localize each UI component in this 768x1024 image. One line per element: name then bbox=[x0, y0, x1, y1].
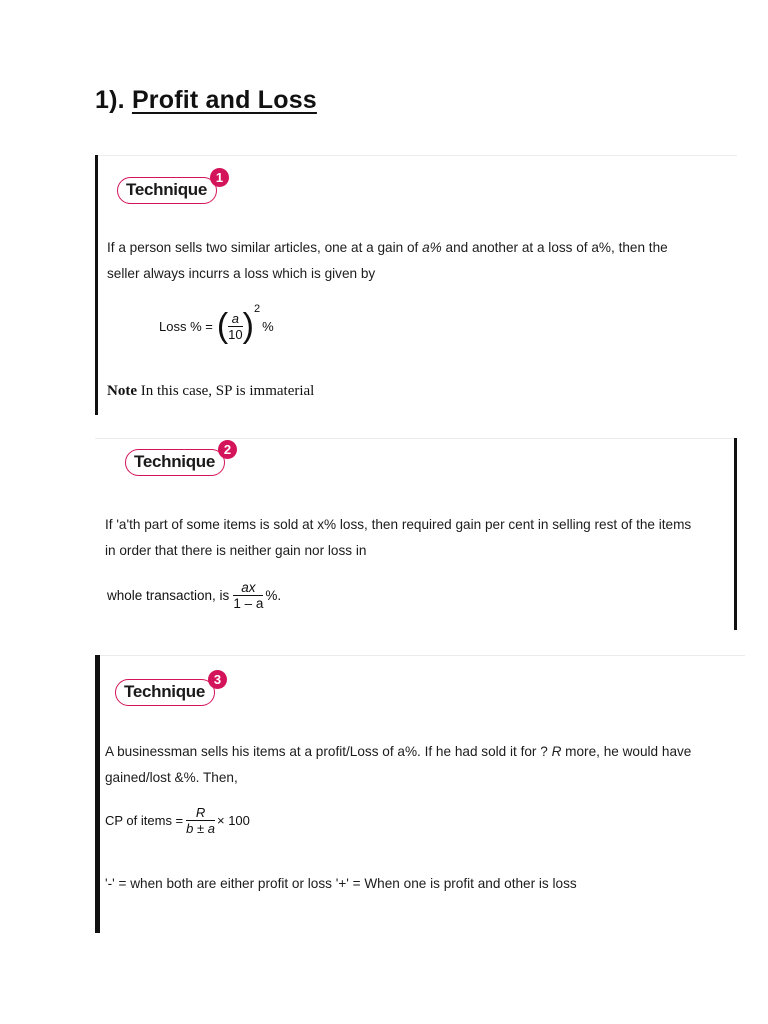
technique-number: 3 bbox=[208, 670, 227, 689]
formula bbox=[159, 303, 274, 349]
formula-right: × 100 bbox=[216, 813, 250, 828]
formula-exponent: 2 bbox=[253, 303, 261, 315]
text-line: in order that there is neither gain nor loss in bbox=[105, 543, 367, 558]
section-title: Profit and Loss bbox=[131, 86, 317, 114]
technique-card-2 bbox=[95, 438, 737, 630]
formula-unit: % bbox=[262, 318, 274, 334]
note-text: In this case, SP is immaterial bbox=[137, 383, 315, 399]
text-line: If a person sells two similar articles, one at a gain of a% and another at a loss of a%, then the bbox=[107, 240, 668, 255]
formula-fraction: $\frac{R}{b \pm a}$ bbox=[186, 805, 215, 836]
technique-label: Technique bbox=[125, 449, 225, 476]
technique-badge bbox=[125, 442, 232, 476]
text-line: seller always incurrs a loss which is given by bbox=[107, 266, 376, 281]
technique-text bbox=[105, 739, 745, 791]
section-heading bbox=[95, 86, 317, 115]
technique-number: 2 bbox=[218, 440, 237, 459]
technique-label: Technique bbox=[117, 177, 217, 204]
text-line: A businessman sells his items at a profit/Loss of a%. If he had sold it for ? R more, he would have bbox=[105, 744, 692, 759]
technique-text bbox=[105, 512, 735, 564]
formula-fraction: $\frac{a}{10}$ bbox=[228, 310, 243, 342]
open-paren: ( bbox=[216, 307, 229, 345]
card-left-bar bbox=[95, 155, 98, 415]
card-divider bbox=[95, 655, 745, 656]
formula bbox=[105, 805, 250, 836]
section-number: 1). bbox=[95, 86, 125, 114]
card-divider bbox=[95, 155, 737, 156]
note-label: Note bbox=[107, 383, 137, 399]
technique-footer: '-' = when both are either profit or loss '+' = When one is profit and other is loss bbox=[105, 876, 577, 891]
close-paren: ) bbox=[242, 307, 254, 345]
technique-badge bbox=[115, 672, 222, 706]
formula-fraction: $\frac{ax}{1 - a}$ bbox=[233, 580, 264, 611]
technique-label: Technique bbox=[115, 679, 215, 706]
technique-card-1 bbox=[95, 155, 737, 415]
card-divider bbox=[95, 438, 737, 439]
card-left-bar bbox=[95, 655, 100, 933]
technique-badge bbox=[117, 170, 224, 204]
technique-card-3 bbox=[95, 655, 745, 933]
technique-text bbox=[107, 235, 737, 287]
formula-left: CP of items = bbox=[105, 813, 184, 828]
text-line: If 'a'th part of some items is sold at x% loss, then required gain per cent in selling rest of the items bbox=[105, 517, 692, 532]
formula-unit: %. bbox=[265, 588, 282, 603]
formula-left: Loss % = bbox=[159, 318, 213, 334]
text-line: gained/lost &%. Then, bbox=[105, 770, 238, 785]
technique-number: 1 bbox=[210, 168, 229, 187]
formula bbox=[107, 580, 281, 611]
formula-left: whole transaction, is bbox=[107, 588, 230, 603]
note bbox=[107, 383, 314, 400]
